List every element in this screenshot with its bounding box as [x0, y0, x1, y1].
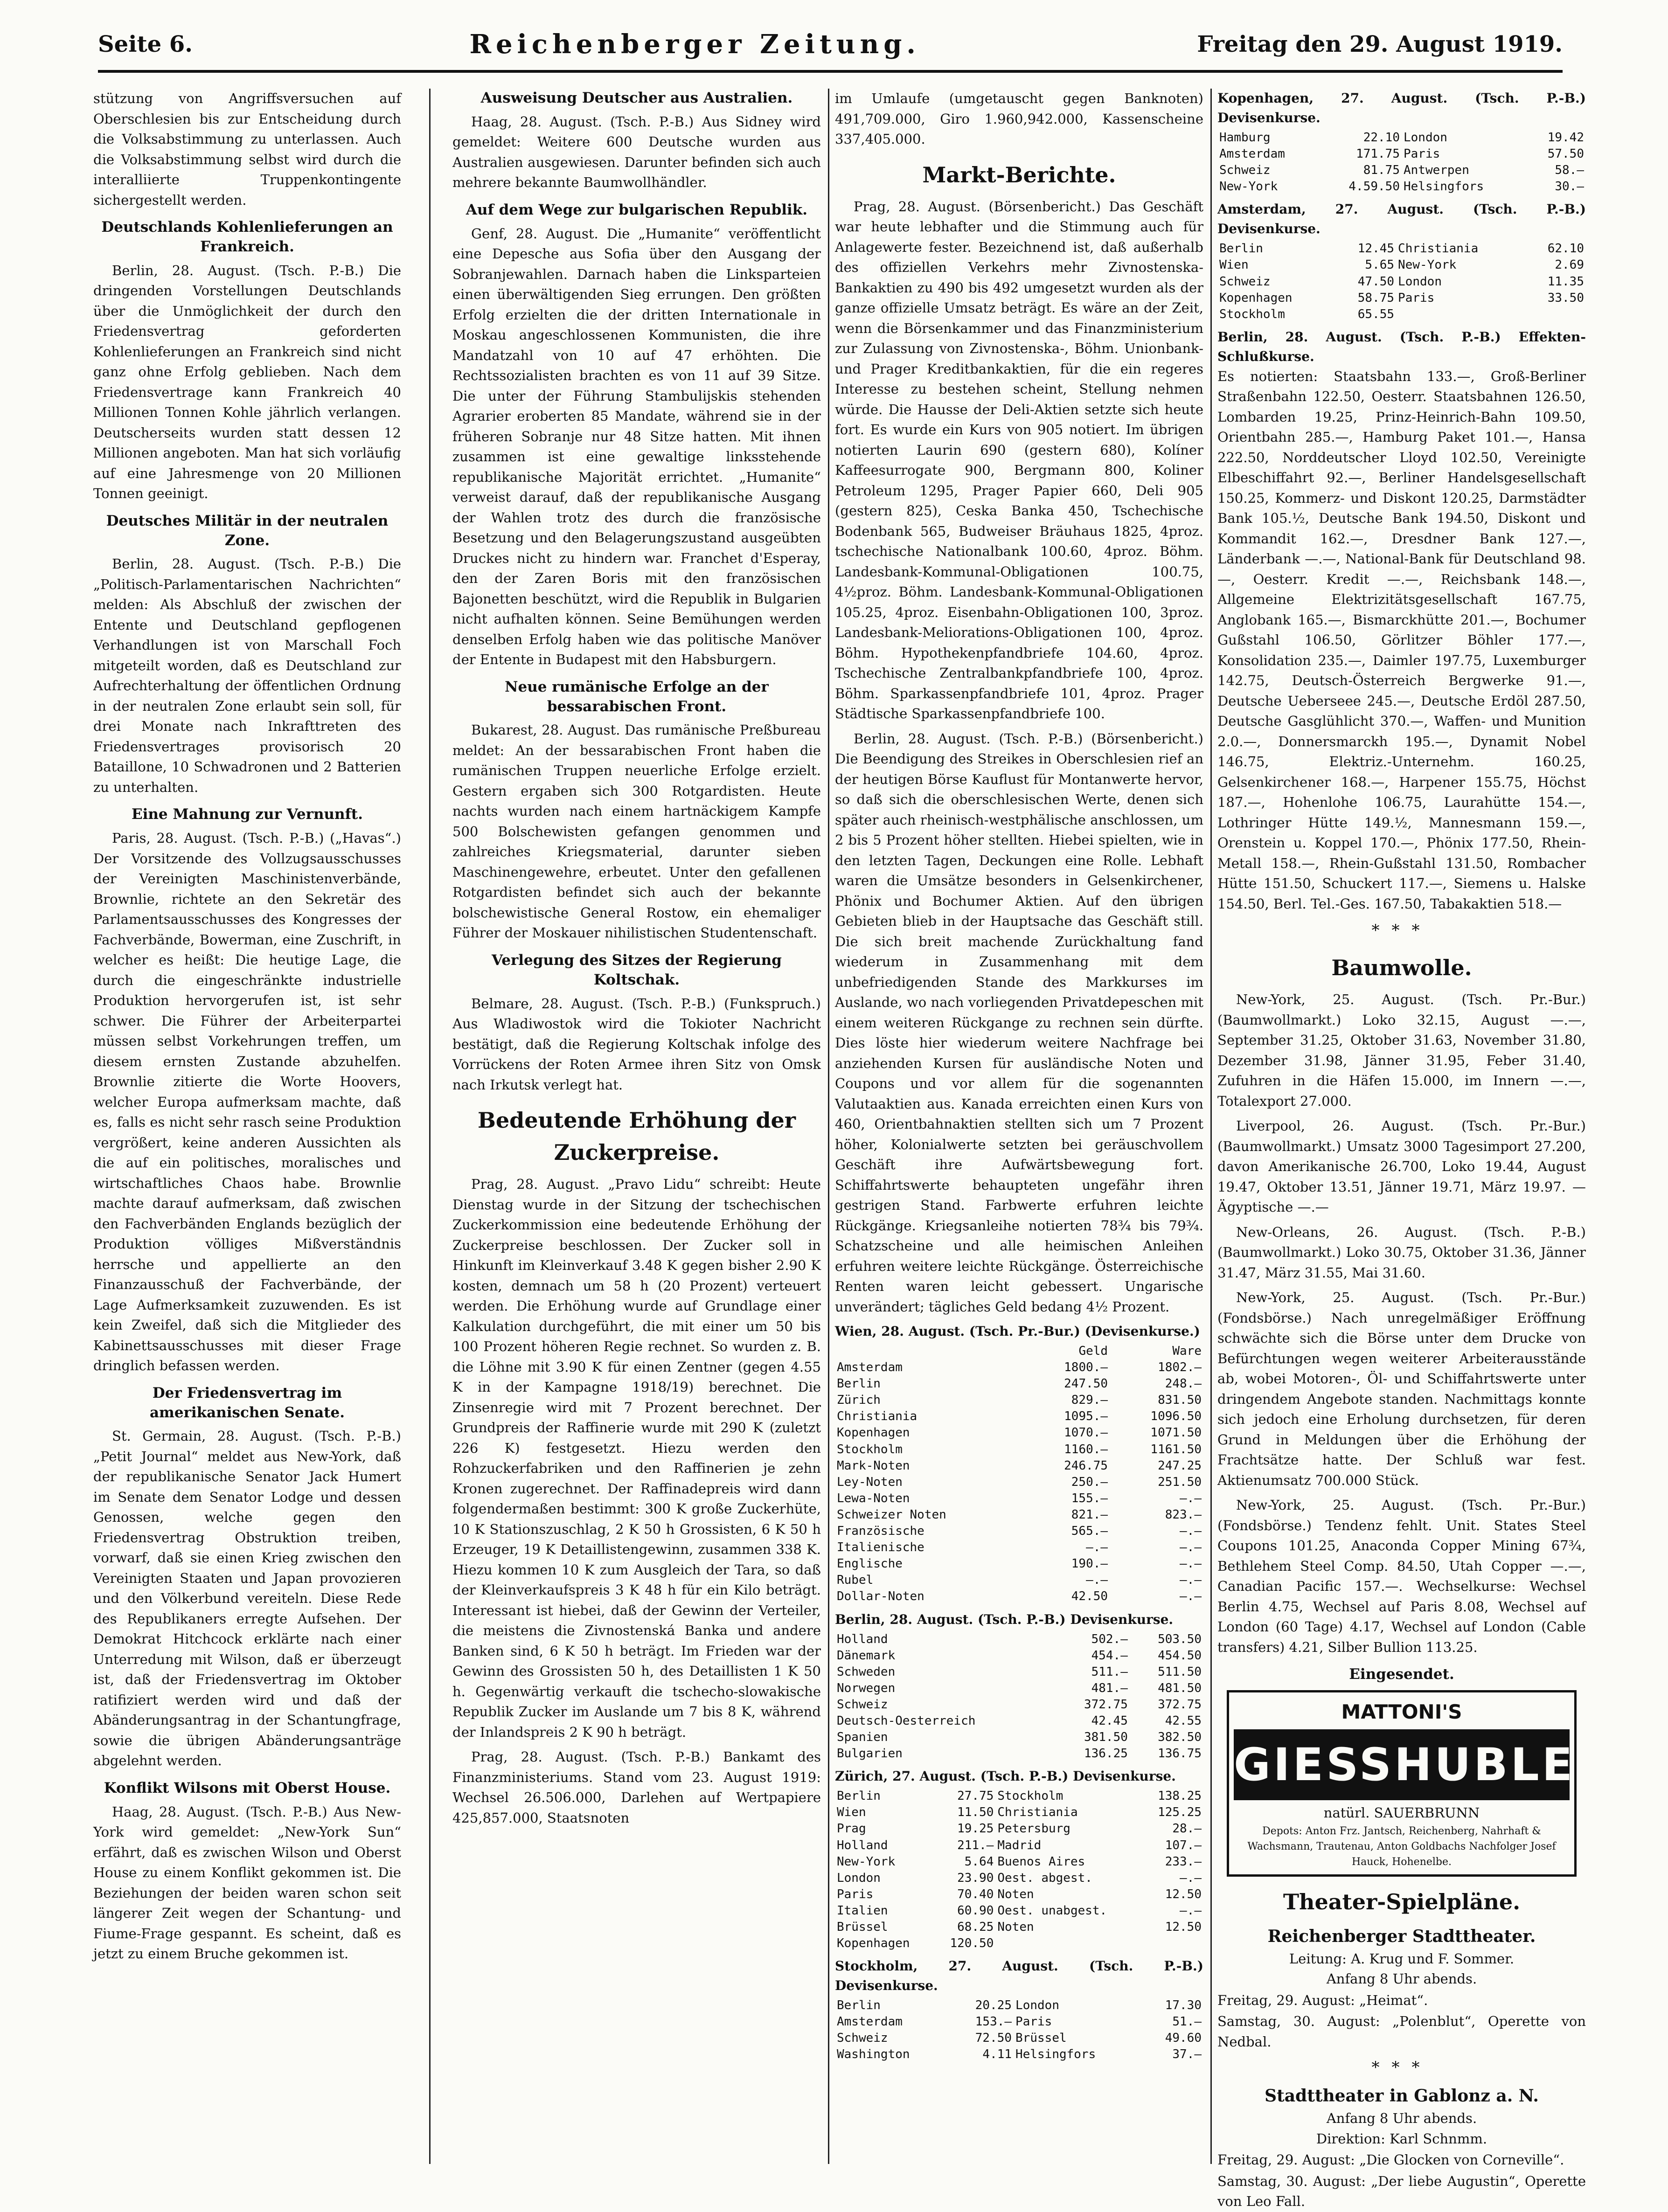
ad-product: GIESSHUBLER [1234, 1729, 1570, 1800]
rates-title: Berlin, 28. August. (Tsch. P.-B.) Effekten-Schlußkurse. [1217, 329, 1586, 364]
article-heading: Eine Mahnung zur Vernunft. [131, 806, 363, 823]
table-header-row [835, 1343, 1203, 1359]
rates-table [835, 1631, 1203, 1762]
table-cell: Paris [837, 1887, 874, 1901]
rates-title: Berlin, 28. August. (Tsch. P.-B.) Devisenkurse. [835, 1611, 1174, 1627]
page-header [98, 19, 1563, 73]
table-cell: 2.69 [1555, 258, 1584, 272]
market-report: Liverpool, 26. August. (Tsch. Pr.-Bur.) (Baumwollmarkt.) Umsatz 3000 Tagesimport 27.200, davon Amerikanische 26.700, Loko 19.44, August 19.47, Oktober 13.51, Jänner 19.71, März 19.97. — Ägyptische —.— [1217, 1118, 1586, 1215]
table-cell: 51.— [1172, 2015, 1202, 2029]
table-cell: Amsterdam [837, 1360, 903, 1375]
rates-title: Kopenhagen, 27. August. (Tsch. P.-B.) Devisenkurse. [1217, 90, 1586, 125]
table-cell: Prag [837, 1822, 866, 1836]
table-row [835, 1648, 1203, 1664]
table-cell: 65.55 [1357, 307, 1395, 321]
table-row [835, 1556, 1203, 1572]
column-rule [828, 89, 829, 2164]
table-cell: 565.— [1071, 1524, 1108, 1539]
table-cell: 1161.50 [1150, 1442, 1202, 1456]
table-cell: Amsterdam [837, 2015, 903, 2029]
table-cell: Christiania [997, 1805, 1078, 1820]
table-row [835, 1408, 1203, 1425]
theater-name: Reichenberger Stadttheater. [1267, 1926, 1536, 1946]
table-cell [1524, 306, 1586, 323]
table-cell: Noten [997, 1920, 1034, 1934]
table-row [835, 1804, 1203, 1821]
table-cell: 247.50 [1064, 1377, 1108, 1391]
article-text: Prag, 28. August. „Pravo Lidu“ schreibt: Heute Dienstag wurde in der Sitzung der tschechischen Zuckerkommission eine bedeutende Erhöhung der Zuckerpreise beschlossen. Der Zucker soll in Hinkunft im Kleinverkauf 3.48 K gegen bisher 2.90 K kosten, demnach um 58 h (20 Prozent) verteuert werden. Die Erhöhung wurde auf Grundlage einer Kalkulation durchgeführt, die mit einer um 50 bis 100 Prozent höheren Regie rechnet. So wurden z. B. die Löhne mit 3.90 K für einen Zentner (gegen 4.55 K in der Kampagne 1918/19) berechnet. Die Zinsenregie wird mit 7 Prozent berechnet. Der Grundpreis der Raffinerie wurde mit 290 K (zuletzt 226 K) festgesetzt. Hiezu werden den Rohzuckerfabriken und den Raffinerien je zehn Kronen zugerechnet. Der Raffinadepreis wird dann folgendermaßen bestimmt: 300 K große Zuckerhüte, 10 K Stationszuschlag, 2 K 50 h Grossisten, 6 K 50 h Erzeuger, 19 K Detaillistengewinn, zusammen 338 K. Hiezu kommen 10 K zum Ausgleich der Tara, so daß der Kleinverkaufspreis 3 K 48 h für ein Kilo beträgt. Interessant ist hiebei, daß der Gewinn der Verteiler, die meistens die Zivnostenská Banka und andere Banken sind, 6 K 50 h beträgt. Im Frieden war der Gewinn des Grossisten 50 h, des Detaillisten 1 K 50 h. Gegenwärtig verkauft die tschecho-slowakische Republik Zucker im Auslande um 7 bis 8 K, während der Inlandspreis 2 K 90 h beträgt. [452, 1176, 821, 1740]
column-1 [93, 89, 401, 2164]
table-cell [1142, 1935, 1203, 1952]
table-cell: London [1398, 274, 1442, 289]
separator: *** [1371, 921, 1432, 940]
table-cell [1396, 306, 1524, 323]
table-cell: Italien [837, 1903, 888, 1918]
table-cell: 233.— [1165, 1854, 1202, 1869]
table-cell: Stockholm [997, 1789, 1063, 1803]
column-2 [452, 89, 821, 2164]
table-cell: 1800.— [1064, 1360, 1108, 1375]
table-cell: 107.— [1165, 1838, 1202, 1852]
table-cell: Kopenhagen [837, 1936, 910, 1951]
theater-management: Leitung: A. Krug und F. Sommer. [1289, 1950, 1515, 1967]
table-cell: Helsingfors [1015, 2047, 1096, 2062]
table-row [835, 2046, 1203, 2063]
table-cell: —.— [1180, 1524, 1202, 1539]
table-cell: New-York [837, 1854, 896, 1869]
table-cell: 136.25 [1084, 1747, 1128, 1761]
table-cell: Brüssel [837, 1920, 888, 1934]
table-cell: Schweden [837, 1664, 896, 1679]
table-cell: 250.— [1071, 1475, 1108, 1489]
table-cell: Oest. abgest. [997, 1871, 1092, 1885]
table-cell: 138.25 [1158, 1789, 1202, 1803]
theater-listing [1217, 1924, 1586, 1990]
table-cell: New-York [1219, 180, 1278, 194]
table-row [835, 1680, 1203, 1697]
table-row [835, 1359, 1203, 1376]
article-heading: Ausweisung Deutscher aus Australien. [480, 90, 793, 106]
table-cell: 19.42 [1547, 131, 1584, 145]
table-row [835, 1713, 1203, 1729]
table-cell: 30.— [1555, 180, 1584, 194]
section-heading: Theater-Spielpläne. [1283, 1889, 1521, 1914]
table-row [835, 2014, 1203, 2030]
ad-brand: MATTONI'S [1341, 1700, 1462, 1724]
table-cell: 19.25 [957, 1822, 994, 1836]
table-cell: —.— [1180, 1589, 1202, 1604]
table-row [835, 1539, 1203, 1556]
table-cell: 42.55 [1165, 1713, 1202, 1728]
table-cell: Oest. unabgest. [997, 1903, 1107, 1918]
table-cell: 33.50 [1547, 291, 1584, 305]
rates-title: Stockholm, 27. August. (Tsch. P.-B.) Devisenkurse. [835, 1958, 1203, 1994]
table-cell: London [1015, 1998, 1059, 2013]
table-cell: —.— [1086, 1573, 1108, 1588]
article-text: Haag, 28. August. (Tsch. P.-B.) Aus New-York wird gemeldet: „New-York Sun“ erfährt, daß es zwischen Wilson und Oberst House zu einem Konflikt gekommen ist. Die Beziehungen der beiden waren schon seit längerer Zeit wegen der Schantung- und Fiume-Frage gespannt. Es scheint, daß es jetzt zu einem Bruche gekommen ist. [93, 1803, 401, 1962]
table-row [835, 1821, 1203, 1837]
table-cell: Berlin [1219, 242, 1263, 256]
table-row [835, 1458, 1203, 1474]
article-heading: Konflikt Wilsons mit Oberst House. [104, 1779, 391, 1796]
rates-title: Wien, 28. August. (Tsch. Pr.-Bur.) (Devisenkurse.) [835, 1324, 1200, 1339]
article-heading: Neue rumänische Erfolge an der bessarabischen Front. [505, 678, 769, 715]
table-row [835, 1442, 1203, 1458]
article-heading: Verlegung des Sitzes der Regierung Koltschak. [492, 951, 782, 988]
table-row [835, 1697, 1203, 1713]
market-report: Berlin, 28. August. (Tsch. P.-B.) (Börsenbericht.) Die Beendigung des Streikes in Oberschlesien rief an der heutigen Börse Kauflust für Montanwerte hervor, so daß sich die oberschlesischen Werte, denen sich später auch rheinisch-westphälische anschlossen, um 2 bis 5 Prozent höher stellten. Hiebei spielten, wie in den letzten Tagen, Deckungen eine Rolle. Lebhaft waren die Umsätze besonders in Gelsenkirchener, Phönix und Bochumer Aktien. Auf den übrigen Gebieten blieb in der Hauptsache das Geschäft still. Die sich breit machende Zurückhaltung fand wiederum in Zusammenhang mit dem unbefriedigenden Stande des Markkurses im Auslande, wo nach vorliegenden Privatdepeschen mit einem weiteren Rückgange zu rechnen sein dürfte. Dies löste hier wiederum weitere Nachfrage bei anziehenden Kursen für ausländische Noten und Coupons und vor allem für die sogenannten Valutaaktien aus. Kanada erreichten einen Kurs von 460, Orientbahnaktien stellten sich um 7 Prozent höher, Kolonialwerte setzten bei geräuschvollem Geschäft ihre Aufwärtsbewegung fort. Schiffahrtswerte behaupteten ungefähr ihren gestrigen Stand. Farbwerte erfuhren leichte Rückgänge. Kriegsanleihe notierten 78¾ bis 79¾. Schatzscheine und alle heimischen Anleihen erfuhren weitere leichte Rückgänge. Österreichische Renten waren leicht gebessert. Ungarische unverändert; tägliches Geld bedang 4½ Prozent. [835, 730, 1203, 1315]
market-report: New-York, 25. August. (Tsch. Pr.-Bur.) (Fondsbörse.) Nach unregelmäßiger Eröffnung schwächte sich die Börse unter dem Drucke von Befürchtungen wegen weiterer Arbeiterausstände ab, wobei Motoren-, Öl- und Schiffahrtswerte unter dringendem Angebote standen. Nachmittags konnte sich jedoch eine Erholung durchsetzen, für deren Grund in Meldungen über die Erhöhung der Frachtsätze hatte. Der Schluß war fest. Aktienumsatz 700.000 Stück. [1217, 1290, 1586, 1488]
market-report: New-Orleans, 26. August. (Tsch. P.-B.) (Baumwollmarkt.) Loko 30.75, Oktober 31.36, Jänner 31.47, März 31.55, Mai 31.60. [1217, 1224, 1586, 1281]
table-cell: 68.25 [957, 1920, 994, 1934]
table-cell: 5.64 [964, 1854, 994, 1869]
table-row [835, 1838, 1203, 1854]
table-cell: 72.50 [975, 2031, 1012, 2046]
table-cell: 22.10 [1363, 131, 1400, 145]
table-cell: Christiania [1398, 242, 1479, 256]
table-cell: Amsterdam [1219, 147, 1285, 161]
table-cell: 247.25 [1158, 1458, 1202, 1473]
table-cell: Antwerpen [1403, 163, 1469, 178]
table-cell: 511.— [1091, 1664, 1128, 1679]
table-cell: London [1403, 131, 1447, 145]
market-report: New-York, 25. August. (Tsch. Pr.-Bur.) (Fondsbörse.) Tendenz fehlt. Unit. States Steel Coupons 101.25, Anaconda Copper Mining 67¾, Bethlehem Steel Comp. 84.50, Utah Copper —.—, Canadian Pacific 157.—. Wechselkurse: Wechsel Berlin 4.75, Wechsel auf Paris 8.08, Wechsel auf London (60 Tage) 4.17, Wechsel auf London (Cable transfers) 4.21, Silber Bullion 113.25. [1217, 1497, 1586, 1655]
table-cell: —.— [1180, 1491, 1202, 1505]
table-cell: —.— [1086, 1540, 1108, 1555]
table-cell: Deutsch-Oesterreich [837, 1713, 976, 1728]
article-text: Prag, 28. August. (Tsch. P.-B.) Bankamt des Finanzministeriums. Stand vom 23. August 1919: Wechsel 26.506.000, Darlehen auf Wertpapiere 425,857.000, Staatsnoten [452, 1749, 821, 1826]
performance-line: Samstag, 30. August: „Der liebe Augustin“, Operette von Leo Fall. [1217, 2173, 1586, 2210]
table-cell: Berlin [837, 1998, 881, 2013]
table-cell: Paris [1015, 2015, 1052, 2029]
table-cell: Christiania [837, 1409, 917, 1424]
table-cell: 372.75 [1084, 1697, 1128, 1712]
table-cell: 120.50 [950, 1936, 994, 1951]
column-3 [835, 89, 1203, 2164]
section-heading: Baumwolle. [1331, 955, 1472, 981]
table-row [1217, 306, 1586, 323]
table-row [835, 1523, 1203, 1539]
table-cell: Rubel [837, 1573, 874, 1588]
table-cell: 829.— [1071, 1393, 1108, 1408]
rates-table [835, 1997, 1203, 2063]
table-row [835, 1870, 1203, 1886]
table-cell: 42.50 [1071, 1589, 1108, 1604]
table-cell: 17.30 [1165, 1998, 1202, 2013]
table-row [835, 1631, 1203, 1648]
issue-date: Freitag den 29. August 1919. [1197, 31, 1563, 57]
table-cell: 831.50 [1158, 1393, 1202, 1408]
article-text: Bukarest, 28. August. Das rumänische Preßbureau meldet: An der bessarabischen Front haben die rumänischen Truppen neuerliche Erfolge erzielt. Gestern ergaben sich 300 Rotgardisten. Heute nachts wurden nach einem hartnäckigem Kampfe 500 Bolschewisten gefangen genommen und zahlreiches Kriegsmaterial, darunter sieben Maschinengewehre, erbeutet. Unter den gefallenen Rotgardisten befindet sich auch der bekannte bolschewistische General Rostow, ein ehemaliger Führer der Moskauer nihilistischen Studentenschaft. [452, 722, 821, 941]
table-row [1217, 290, 1586, 306]
rates-title: Amsterdam, 27. August. (Tsch. P.-B.) Devisenkurse. [1217, 201, 1586, 237]
table-row [1217, 179, 1586, 195]
table-cell: —.— [1180, 1557, 1202, 1571]
table-cell: 57.50 [1547, 147, 1584, 161]
table-cell: 382.50 [1158, 1730, 1202, 1745]
table-cell: 454.— [1091, 1648, 1128, 1663]
table-cell: Paris [1398, 291, 1435, 305]
column-4 [1217, 89, 1613, 2210]
table-cell: 136.75 [1158, 1747, 1202, 1761]
table-row [1217, 162, 1586, 179]
table-row [835, 1903, 1203, 1919]
performance-line: Freitag, 29. August: „Die Glocken von Corneville“. [1217, 2152, 1564, 2168]
table-cell: 251.50 [1158, 1475, 1202, 1489]
table-cell: 171.75 [1356, 147, 1400, 161]
table-row [835, 2030, 1203, 2046]
stock-quotes: Es notierten: Staatsbahn 133.—, Groß-Berliner Straßenbahn 122.50, Oesterr. Staatsbahnen 126.50, Lombarden 19.25, Prinz-Heinrich-Bahn 109.50, Orientbahn 285.—, Hamburg Paket 101.—, Hansa 222.50, Norddeutscher Lloyd 102.50, Vereinigte Elbeschiffahrt 92.—, Berliner Handelsgesellschaft 150.25, Kommerz- und Diskont 120.25, Darmstädter Bank 105.½, Deutsche Bank 194.50, Diskont und Kommandit 162.—, Dresdner Bank 127.—, Länderbank —.—, National-Bank für Deutschland 98.—, Oesterr. Kredit —.—, Reichsbank 148.—, Allgemeine Elektrizitätsgesellschaft 167.75, Anglobank 165.—, Bismarckhütte 201.—, Bochumer Gußstahl 106.50, Görlitzer Böhler 177.—, Konsolidation 235.—, Daimler 197.75, Luxemburger 142.75, Deutsch-Österreich Bergwerke 91.—, Deutsche Ueberseee 245.—, Deutsche Erdöl 287.50, Deutsche Gasglühlicht 370.—, Waffen- und Munition 2.0.—, Donnersmarckh 195.—, Dynamit Nobel 146.75, Elektriz.-Unternehm. 160.25, Gelsenkirchener 168.—, Harpener 155.75, Höchst 187.—, Hohenlohe 106.75, Laurahütte 154.—, Lothringer Hütte 149.½, Mannesmann 159.—, Orenstein u. Koppel 170.—, Phönix 177.50, Rhein-Metall 158.—, Rhein-Gußstahl 131.50, Rombacher Hütte 151.50, Schuckert 117.—, Siemens u. Halske 154.50, Berl. Tel.-Ges. 167.50, Tabakaktien 518.— [1217, 368, 1586, 912]
table-cell: Schweiz [1219, 163, 1271, 178]
table-cell: 823.— [1165, 1507, 1202, 1522]
table-cell: 12.50 [1165, 1887, 1202, 1901]
table-cell: 1095.— [1064, 1409, 1108, 1424]
table-cell: Berlin [837, 1377, 881, 1391]
table-cell: Buenos Aires [997, 1854, 1085, 1869]
theater-start-time: Anfang 8 Uhr abends. [1326, 1971, 1477, 1987]
table-cell: Schweiz [1219, 274, 1271, 289]
table-cell: Schweizer Noten [837, 1507, 946, 1522]
table-cell: Italienische [837, 1540, 924, 1555]
article-text: Berlin, 28. August. (Tsch. P.-B.) Die dringenden Vorstellungen Deutschlands über die Unmöglichkeit der durch den Friedensvertrag geforderten Kohlenlieferungen an Frankreich sind nicht ganz ohne Erfolg geblieben. Nach dem Friedensvertrage kann Frankreich 40 Millionen Tonnen Kohle jährlich verlangen. Deutscherseits wurden statt dessen 12 Millionen angeboten. Man hat sich vorläufig auf eine Jahresmenge von 20 Millionen Tonnen geeinigt. [93, 262, 401, 502]
table-cell: Dollar-Noten [837, 1589, 924, 1604]
performance-line: Freitag, 29. August: „Heimat“. [1217, 1992, 1428, 2008]
table-row [835, 1474, 1203, 1491]
article-heading: Auf dem Wege zur bulgarischen Republik. [466, 201, 808, 218]
rates-title: Zürich, 27. August. (Tsch. P.-B.) Devisenkurse. [835, 1768, 1176, 1784]
table-cell: Stockholm [1219, 307, 1285, 321]
table-cell: 12.50 [1165, 1920, 1202, 1934]
table-cell: Brüssel [1015, 2031, 1067, 2046]
section-heading: Markt-Berichte. [922, 162, 1116, 187]
theater-name: Stadttheater in Gablonz a. N. [1265, 2086, 1539, 2106]
table-cell: Mark-Noten [837, 1458, 910, 1473]
table-cell: 248.— [1165, 1377, 1202, 1391]
table-cell: 190.— [1071, 1557, 1108, 1571]
table-cell: 1802.— [1158, 1360, 1202, 1375]
table-row [835, 1854, 1203, 1870]
table-cell: 381.50 [1084, 1730, 1128, 1745]
theater-listing [1217, 2083, 1586, 2149]
table-cell: 502.— [1091, 1632, 1128, 1646]
table-cell: Kopenhagen [1219, 291, 1293, 305]
column-header [835, 1343, 1029, 1359]
table-cell: Kopenhagen [837, 1426, 910, 1440]
table-cell: Berlin [837, 1789, 881, 1803]
table-cell: 211.— [957, 1838, 994, 1852]
table-cell: 821.— [1071, 1507, 1108, 1522]
article-heading: Der Friedensvertrag im amerikanischen Senate. [149, 1384, 345, 1421]
table-cell: Lewa-Noten [837, 1491, 910, 1505]
table-cell: 27.75 [957, 1789, 994, 1803]
column-header: Geld [1078, 1344, 1108, 1358]
table-cell: 4.59.50 [1348, 180, 1400, 194]
advertisement [1227, 1690, 1613, 1877]
table-cell: 1096.50 [1150, 1409, 1202, 1424]
table-cell: 155.— [1071, 1491, 1108, 1505]
table-row [835, 1507, 1203, 1523]
table-cell: —.— [1180, 1573, 1202, 1588]
table-cell: 58.— [1555, 163, 1584, 178]
article-text: im Umlaufe (umgetauscht gegen Banknoten) 491,709.000, Giro 1.960,942.000, Kassenscheine 337,405.000. [835, 90, 1203, 147]
table-cell: 246.75 [1064, 1458, 1108, 1473]
table-cell: Washington [837, 2047, 910, 2062]
column-rule [1210, 89, 1212, 2164]
column-header: Ware [1172, 1344, 1202, 1358]
table-cell: Helsingfors [1403, 180, 1484, 194]
table-cell: 70.40 [957, 1887, 994, 1901]
table-row [835, 1788, 1203, 1804]
table-cell: 42.45 [1091, 1713, 1128, 1728]
table-row [835, 1376, 1203, 1392]
table-cell: Schweiz [837, 1697, 888, 1712]
table-cell: 511.50 [1158, 1664, 1202, 1679]
table-cell: 62.10 [1547, 242, 1584, 256]
article-headline: Bedeutende Erhöhung der Zuckerpreise. [477, 1108, 796, 1165]
table-cell: —.— [1180, 1871, 1202, 1885]
table-row [835, 1997, 1203, 2014]
table-cell: 1071.50 [1150, 1426, 1202, 1440]
table-cell: 28.— [1172, 1822, 1202, 1836]
table-cell: 11.50 [957, 1805, 994, 1820]
article-text: stützung von Angriffsversuchen auf Oberschlesien bis zur Entscheidung durch die Volksabstimmung zu unterlassen. Auch die Volksabstimmung selbst wird durch die interalliierte Truppenkontingente sichergestellt werden. [93, 90, 401, 208]
table-cell: 503.50 [1158, 1632, 1202, 1646]
article-text: Paris, 28. August. (Tsch. P.-B.) („Havas“.) Der Vorsitzende des Vollzugsausschusses der Vereinigten Maschinistenverbände, Brownlie, richtete an den Sekretär des Parlamentsausschusses des Kongresses der Fachverbände, Bowerman, eine Zuschrift, in welcher es heißt: Die heutige Lage, die durch die eingeschränkte industrielle Produktion hervorgerufen ist, ist sehr schwer. Die Führer der Arbeiterpartei müssen selbst Vorkehrungen treffen, um diesem ernsten Zustande abzuhelfen. Brownlie zitierte die Worte Hoovers, welcher Europa aufmerksam machte, daß es, falls es nicht sehr rasch seine Produktion vergrößert, keine anderen Aussichten als die auf ein politisches, moralisches und wirtschaftliches Chaos habe. Brownlie machte darauf aufmerksam, daß zwischen den Fachverbänden Englands bezüglich der Produktion völliges Mißverständnis herrsche und appellierte an den Finanzausschuß der Fachverbände, der Lage Aufmerksamkeit zuzuwenden. Es ist kein Zweifel, daß sich die Mitglieder des Kabinettsausschusses mit dieser Frage dringlich befassen werden. [93, 830, 401, 1374]
table-cell: 47.50 [1357, 274, 1395, 289]
article-text: St. Germain, 28. August. (Tsch. P.-B.) „Petit Journal“ meldet aus New-York, daß der republikanische Senator Jack Humert im Senate dem Senator Lodge und dessen Genossen, welche gegen den Friedensvertrag Obstruktion treiben, vorwarf, daß sie einen Krieg zwischen den Vereinigten Staaten und Japan provozieren und den Völkerbund vereiteln. Diese Rede des Republikaners erregte Aufsehen. Der Demokrat Hitchcock erklärte nach einer Unterredung mit Wilson, daß er überzeugt ist, daß der Friedensvertrag im Oktober ratifiziert werden wird und daß der Abänderungsantrag in der Schantungfrage, sowie die übrigen Abänderungsanträge abgelehnt werden. [93, 1428, 401, 1769]
table-cell: 153.— [975, 2015, 1012, 2029]
ad-subtitle: natürl. SAUERBRUNN [1323, 1805, 1480, 1821]
table-row [835, 1588, 1203, 1605]
table-cell: Noten [997, 1887, 1034, 1901]
ad-depots: Depots: Anton Frz. Jantsch, Reichenberg, Nahrhaft & Wachsmann, Trautenau, Anton Goldbachs Nachfolger Josef Hauck, Hohenelbe. [1247, 1825, 1556, 1868]
table-row [1217, 257, 1586, 273]
table-cell: Holland [837, 1632, 888, 1646]
article-text: Berlin, 28. August. (Tsch. P.-B.) Die „Politisch-Parlamentarischen Nachrichten“ melden: Als Abschluß der zwischen der Entente und Deutschland gepflogenen Verhandlungen ist von Marschall Foch mitgeteilt worden, daß es Deutschland zur Aufrechterhaltung der öffentlichen Ordnung in der neutralen Zone erlaubt sein soll, für drei Monate nach Inkrafttreten des Friedensvertrages provisorisch 20 Bataillone, 10 Schwadronen und 2 Batterien zu unterhalten. [93, 556, 401, 795]
table-cell: Bulgarien [837, 1747, 903, 1761]
table-row [835, 1392, 1203, 1408]
table-row [1217, 274, 1586, 290]
table-cell: 1160.— [1064, 1442, 1108, 1456]
rates-table [835, 1343, 1203, 1605]
table-row [1217, 130, 1586, 146]
separator: *** [1371, 2058, 1432, 2077]
table-cell: 5.65 [1365, 258, 1395, 272]
market-report: Prag, 28. August. (Börsenbericht.) Das Geschäft war heute lebhafter und die Stimmung auch für Anlagewerte fester. Bezeichnend ist, daß außerhalb des offiziellen Verkehrs mehr Zivnostenska-Bankaktien zu 490 bis 492 umgesetzt wurden als der ganze offizielle Umsatz beträgt. Es wäre an der Zeit, wenn die Börsenkammer und das Finanzministerium zur Zulassung von Zivnostenska-, Böhm. Unionbank- und Prager Kreditbankaktien, für die ein regeres Interesse zu bestehen scheint, Stellung nehmen würde. Die Hausse der Deli-Aktien setzte sich heute fort. Es wurde ein Kurs von 905 notiert. Im übrigen notierten Laurin 690 (gestern 680), Kolíner Kaffeesurrogate 900, Bergmann 800, Koliner Petroleum 1295, Prager Papier 660, Deli 905 (gestern 825), Ceska Banka 450, Tschechische Bodenbank 565, Budweiser Bräuhaus 1825, 4proz. tschechische Nationalbank 100.60, 4proz. Böhm. Landesbank-Kommunal-Obligationen 100.75, 4½proz. Böhm. Landesbank-Kommunal-Obligationen 105.25, 4proz. Eisenbahn-Obligationen 100, 3proz. Landesbank-Meliorations-Obligationen 100, 4proz. Böhm. Hypothekenpfandbriefe 104.60, 4proz. Tschechische Zentralbankpfandbriefe 100, 4proz. Böhm. Sparkassenpfandbriefe 101, 4proz. Prager Städtische Sparkassenpfandbriefe 100. [835, 198, 1203, 721]
article-heading: Deutschlands Kohlenlieferungen an Frankreich. [101, 219, 393, 255]
table-cell: 454.50 [1158, 1648, 1202, 1663]
table-cell: 481.50 [1158, 1681, 1202, 1695]
article-heading: Deutsches Militär in der neutralen Zone. [106, 512, 389, 549]
table-cell: Paris [1403, 147, 1440, 161]
table-cell: Schweiz [837, 2031, 888, 2046]
table-row [1217, 241, 1586, 257]
table-cell: Zürich [837, 1393, 881, 1408]
rates-table [1217, 130, 1586, 195]
table-cell: Petersburg [997, 1822, 1070, 1836]
table-cell: Holland [837, 1838, 888, 1852]
table-cell [995, 1935, 1142, 1952]
rates-table [835, 1788, 1203, 1952]
table-cell: Französische [837, 1524, 924, 1539]
table-cell: 1070.— [1064, 1426, 1108, 1440]
table-cell: 81.75 [1363, 163, 1400, 178]
table-cell: New-York [1398, 258, 1457, 272]
page-number: Seite 6. [98, 31, 193, 57]
table-cell: 372.75 [1158, 1697, 1202, 1712]
rates-table [1217, 241, 1586, 322]
table-cell: Ley-Noten [837, 1475, 903, 1489]
table-cell: Spanien [837, 1730, 888, 1745]
table-row [835, 1886, 1203, 1903]
column-rule [429, 89, 431, 2164]
table-cell: Wien [837, 1805, 866, 1820]
table-cell: —.— [1180, 1903, 1202, 1918]
table-cell: 20.25 [975, 1998, 1012, 2013]
table-cell: 58.75 [1357, 291, 1395, 305]
table-cell: 4.11 [982, 2047, 1012, 2062]
table-cell: 481.— [1091, 1681, 1128, 1695]
table-cell: Wien [1219, 258, 1249, 272]
table-cell: —.— [1180, 1540, 1202, 1555]
table-cell: 11.35 [1547, 274, 1584, 289]
theater-management: Direktion: Karl Schnmm. [1316, 2130, 1487, 2147]
table-cell: 12.45 [1357, 242, 1395, 256]
table-row [1217, 146, 1586, 162]
section-heading: Eingesendet. [1349, 1666, 1454, 1683]
table-cell: 125.25 [1158, 1805, 1202, 1820]
table-cell: London [837, 1871, 881, 1885]
table-cell: 23.90 [957, 1871, 994, 1885]
table-row [835, 1746, 1203, 1762]
table-cell: 60.90 [957, 1903, 994, 1918]
article-text: Haag, 28. August. (Tsch. P.-B.) Aus Sidney wird gemeldet: Weitere 600 Deutsche wurden aus Australien ausgewiesen. Darunter befinden sich auch mehrere bekannte Baumwollhändler. [452, 113, 821, 191]
market-report: New-York, 25. August. (Tsch. Pr.-Bur.) (Baumwollmarkt.) Loko 32.15, August —.—, September 31.25, Oktober 31.63, November 31.80, Dezember 31.98, Jänner 31.95, Feber 31.40, Zufuhren in die Häfen 15.000, im Innern —.—, Totalexport 27.000. [1217, 992, 1586, 1109]
performance-line: Samstag, 30. August: „Polenblut“, Operette von Nedbal. [1217, 2013, 1586, 2050]
table-row [835, 1664, 1203, 1680]
table-cell: Norwegen [837, 1681, 896, 1695]
table-cell: Hamburg [1219, 131, 1271, 145]
table-cell: Englische [837, 1557, 903, 1571]
article-text: Belmare, 28. August. (Tsch. P.-B.) (Funkspruch.) Aus Wladiwostok wird die Tokioter Nachricht bestätigt, daß die Regierung Koltschak infolge des Vorrückens der Roten Armee ihren Sitz von Omsk nach Irkutsk verlegt hat. [452, 995, 821, 1093]
newspaper-title: Reichenberger Zeitung. [469, 29, 920, 60]
table-cell: Dänemark [837, 1648, 896, 1663]
table-cell: Stockholm [837, 1442, 903, 1456]
table-cell: 49.60 [1165, 2031, 1202, 2046]
table-row [835, 1919, 1203, 1935]
table-cell: 37.— [1172, 2047, 1202, 2062]
article-text: Genf, 28. August. Die „Humanite“ veröffentlicht eine Depesche aus Sofia über den Ausgang der Sobranjewahlen. Darnach haben die Linksparteien einen überwältigenden Sieg errungen. Den größten Erfolg erzielten die der dritten Internationale in Moskau angeschlossenen Kommunisten, die ihre Mandatzahl von 10 auf 47 erhöhten. Die Rechtssozialisten brachten es von 11 auf 39 Sitze. Die unter der Führung Stambulijskis stehenden Agrarier eroberten 85 Mandate, während sie in der früheren Sobranje nur 48 Sitze hatten. Mit ihnen zusammen ist eine gewaltige linksstehende republikanische Majorität errichtet. „Humanite“ verweist darauf, daß der republikanische Ausgang der Wahlen trotz des durch die französische Besetzung und den Belagerungszustand ausgeübten Druckes nicht zu hindern war. Franchet d'Esperay, den der Zaren Boris mit den französischen Bajonetten beschützt, wird die Republik in Bulgarien nicht aufhalten können. Seine Bemühungen werden denselben Erfolg haben wie das politische Manöver der Entente in Budapest mit den Habsburgern. [452, 225, 821, 668]
table-cell: Madrid [997, 1838, 1042, 1852]
table-row [835, 1425, 1203, 1441]
theater-start-time: Anfang 8 Uhr abends. [1326, 2110, 1477, 2127]
table-row [835, 1935, 1203, 1952]
table-row [835, 1572, 1203, 1588]
table-row [835, 1491, 1203, 1507]
table-row [835, 1729, 1203, 1746]
